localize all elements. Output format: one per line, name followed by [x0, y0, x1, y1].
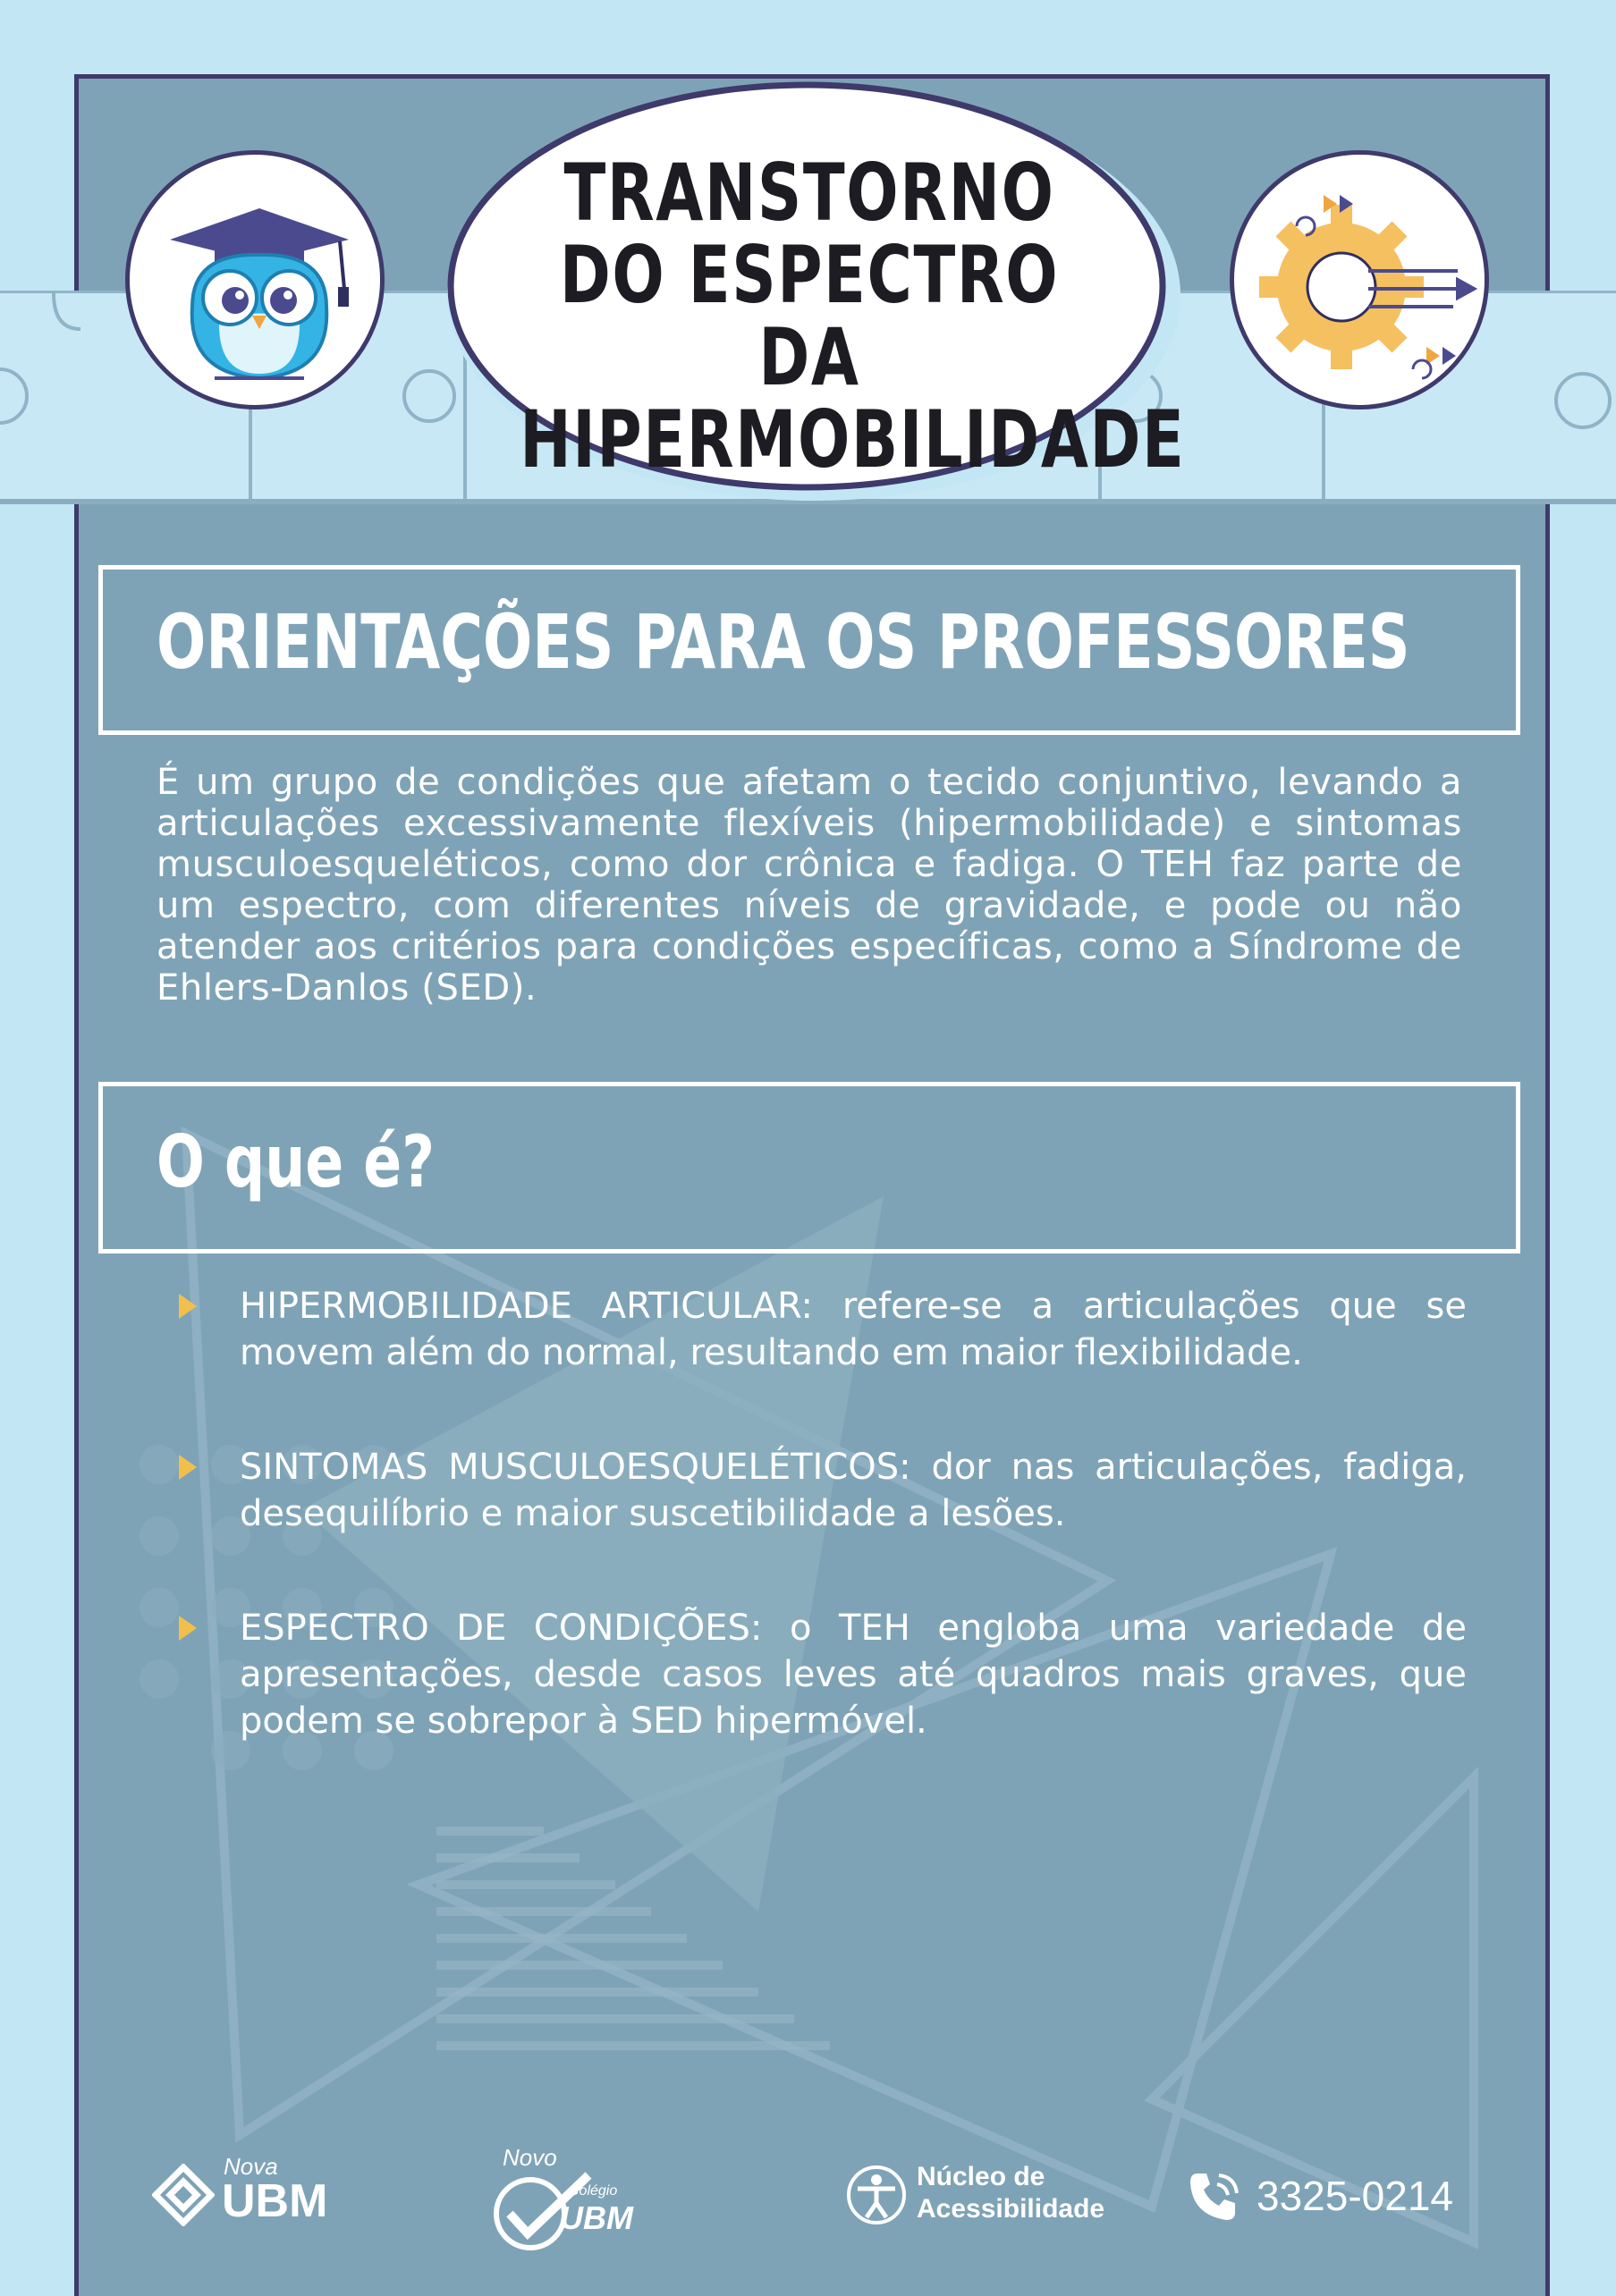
- bullet-item: [179, 1444, 1467, 1537]
- title-line-1: TRANSTORNO: [563, 147, 1055, 239]
- gear-badge: [1230, 150, 1489, 409]
- what-is-heading: O que é?: [157, 1120, 436, 1203]
- ubm-diamond-icon: [152, 2164, 215, 2226]
- nucleo-line2: Acessibilidade: [917, 2194, 1105, 2224]
- logo1-main-text: UBM: [222, 2175, 328, 2227]
- logo2-small-text: Novo: [503, 2144, 557, 2171]
- accessibility-icon: [845, 2164, 908, 2226]
- section-heading: ORIENTAÇÕES PARA OS PROFESSORES: [157, 598, 1410, 686]
- phone-number: 3325-0214: [1256, 2173, 1453, 2219]
- bullet-item: [179, 1283, 1467, 1376]
- nucleo-line1: Núcleo de: [917, 2162, 1045, 2191]
- phone-icon: [1185, 2168, 1242, 2225]
- bullet-arrow-icon: [179, 1294, 197, 1319]
- page-title: [438, 147, 1186, 485]
- bullet-item: [179, 1605, 1467, 1744]
- owl-badge: [125, 150, 385, 409]
- bullet-text: HIPERMOBILIDADE ARTICULAR: refere-se a articulações que se movem além do normal, resultando em maior flexibilidade.: [240, 1286, 1467, 1373]
- bullet-arrow-icon: [179, 1616, 197, 1641]
- logo2-main-text: UBM: [560, 2199, 633, 2236]
- intro-paragraph: É um grupo de condições que afetam o tecido conjuntivo, levando a articulações excessivamente flexíveis (hipermobilidade) e sintomas musculoesqueléticos, como dor crônica e fadiga. O TEH faz parte de um espectro, com diferentes níveis de gravidade, e pode ou não atender aos critérios para condições específicas, como a Síndrome de Ehlers-Danlos (SED).: [157, 762, 1462, 1009]
- bullet-arrow-icon: [179, 1455, 197, 1480]
- gear-arrow-icon: [1234, 155, 1489, 409]
- section-heading-box: [98, 565, 1520, 735]
- logo1-small-text: Nova: [224, 2153, 278, 2180]
- logo2-sub-text: Colégio: [569, 2183, 618, 2199]
- title-line-3: HIPERMOBILIDADE: [520, 393, 1186, 485]
- bullet-text: ESPECTRO DE CONDIÇÕES: o TEH engloba uma variedade de apresentações, desde casos leves até quadros mais graves, que podem se sobrepor à SED hipermóvel.: [240, 1608, 1467, 1742]
- bullet-text: SINTOMAS MUSCULOESQUELÉTICOS: dor nas articulações, fadiga, desequilíbrio e maior suscetibilidade a lesões.: [240, 1447, 1467, 1534]
- title-line-2: DO ESPECTRO DA: [559, 229, 1060, 403]
- what-is-heading-box: [98, 1082, 1520, 1254]
- owl-graduation-icon: [130, 155, 385, 409]
